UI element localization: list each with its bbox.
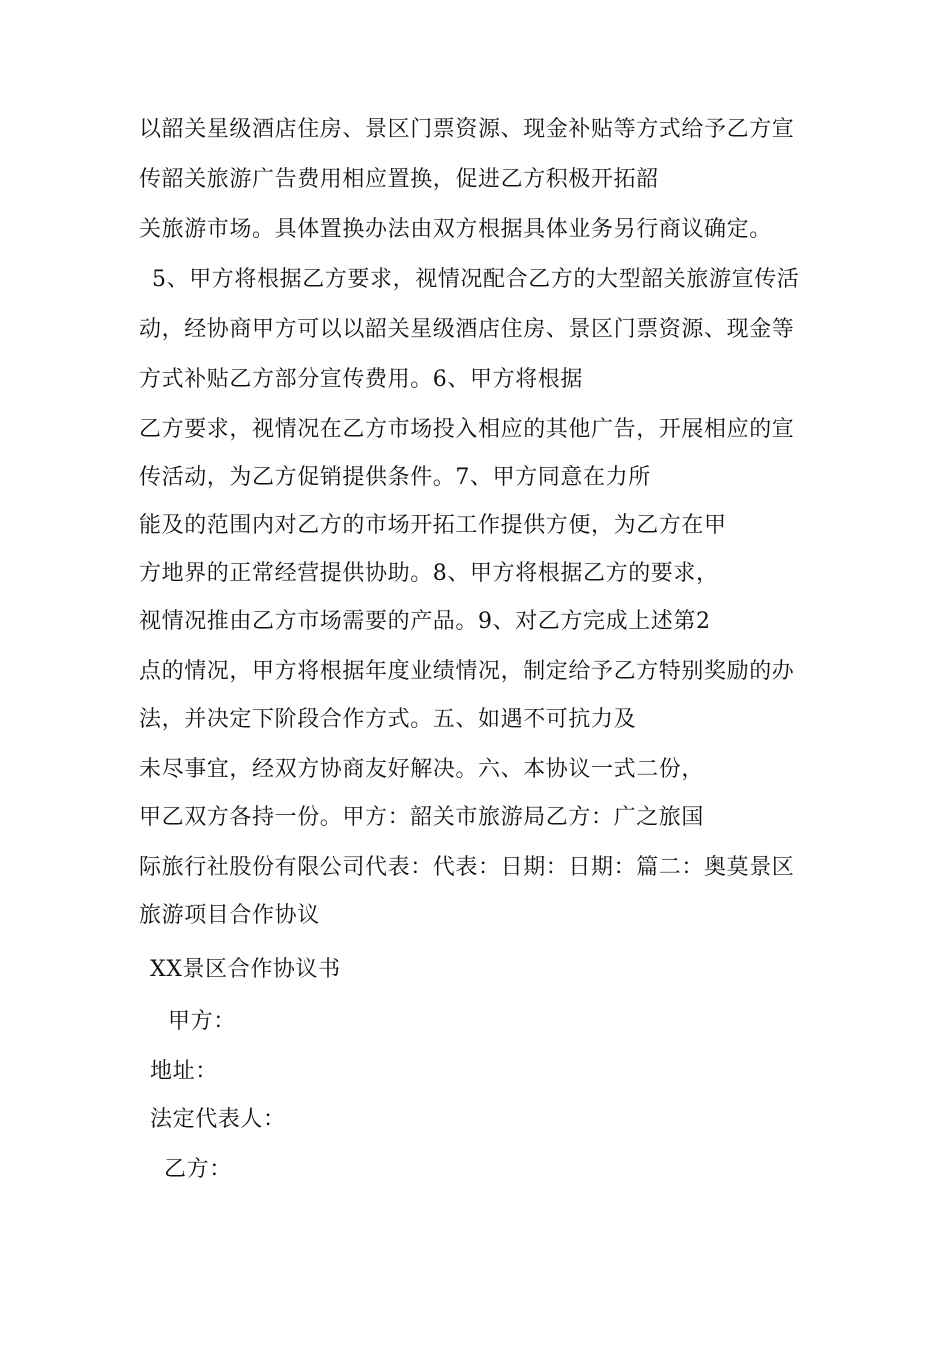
text-line: 视情况推由乙方市场需要的产品。9、对乙方完成上述第2	[139, 609, 711, 634]
text-line: 乙方要求，视情况在乙方市场投入相应的其他广告，开展相应的宣	[139, 417, 795, 442]
party-b-label: 乙方：	[164, 1157, 232, 1182]
text-line: 能及的范围内对乙方的市场开拓工作提供方便，为乙方在甲	[139, 513, 727, 538]
text-line: 甲乙双方各持一份。甲方：韶关市旅游局乙方：广之旅国	[139, 805, 705, 830]
text-line: 未尽事宜，经双方协商友好解决。六、本协议一式二份，	[139, 757, 705, 782]
address-label: 地址：	[150, 1059, 218, 1084]
text-line: 际旅行社股份有限公司代表：代表：日期：日期：篇二：奥莫景区	[139, 855, 795, 880]
document-heading: XX景区合作协议书	[150, 957, 341, 982]
text-line: 动，经协商甲方可以以韶关星级酒店住房、景区门票资源、现金等	[139, 317, 795, 342]
text-line: 方地界的正常经营提供协助。8、甲方将根据乙方的要求，	[139, 561, 719, 586]
text-line: 传活动，为乙方促销提供条件。7、甲方同意在力所	[139, 465, 651, 490]
legal-representative-label: 法定代表人：	[150, 1107, 286, 1132]
text-line: 以韶关星级酒店住房、景区门票资源、现金补贴等方式给予乙方宣	[139, 117, 795, 142]
text-line: 方式补贴乙方部分宣传费用。6、甲方将根据	[139, 367, 583, 392]
text-line: 法，并决定下阶段合作方式。五、如遇不可抗力及	[139, 707, 637, 732]
text-line: 旅游项目合作协议	[139, 903, 320, 928]
text-line: 关旅游市场。具体置换办法由双方根据具体业务另行商议确定。	[139, 217, 772, 242]
text-line: 5、甲方将根据乙方要求，视情况配合乙方的大型韶关旅游宣传活	[152, 267, 800, 292]
text-line: 点的情况，甲方将根据年度业绩情况，制定给予乙方特别奖励的办	[139, 659, 795, 684]
party-a-label: 甲方：	[168, 1009, 236, 1034]
text-line: 传韶关旅游广告费用相应置换，促进乙方积极开拓韶	[139, 167, 659, 192]
